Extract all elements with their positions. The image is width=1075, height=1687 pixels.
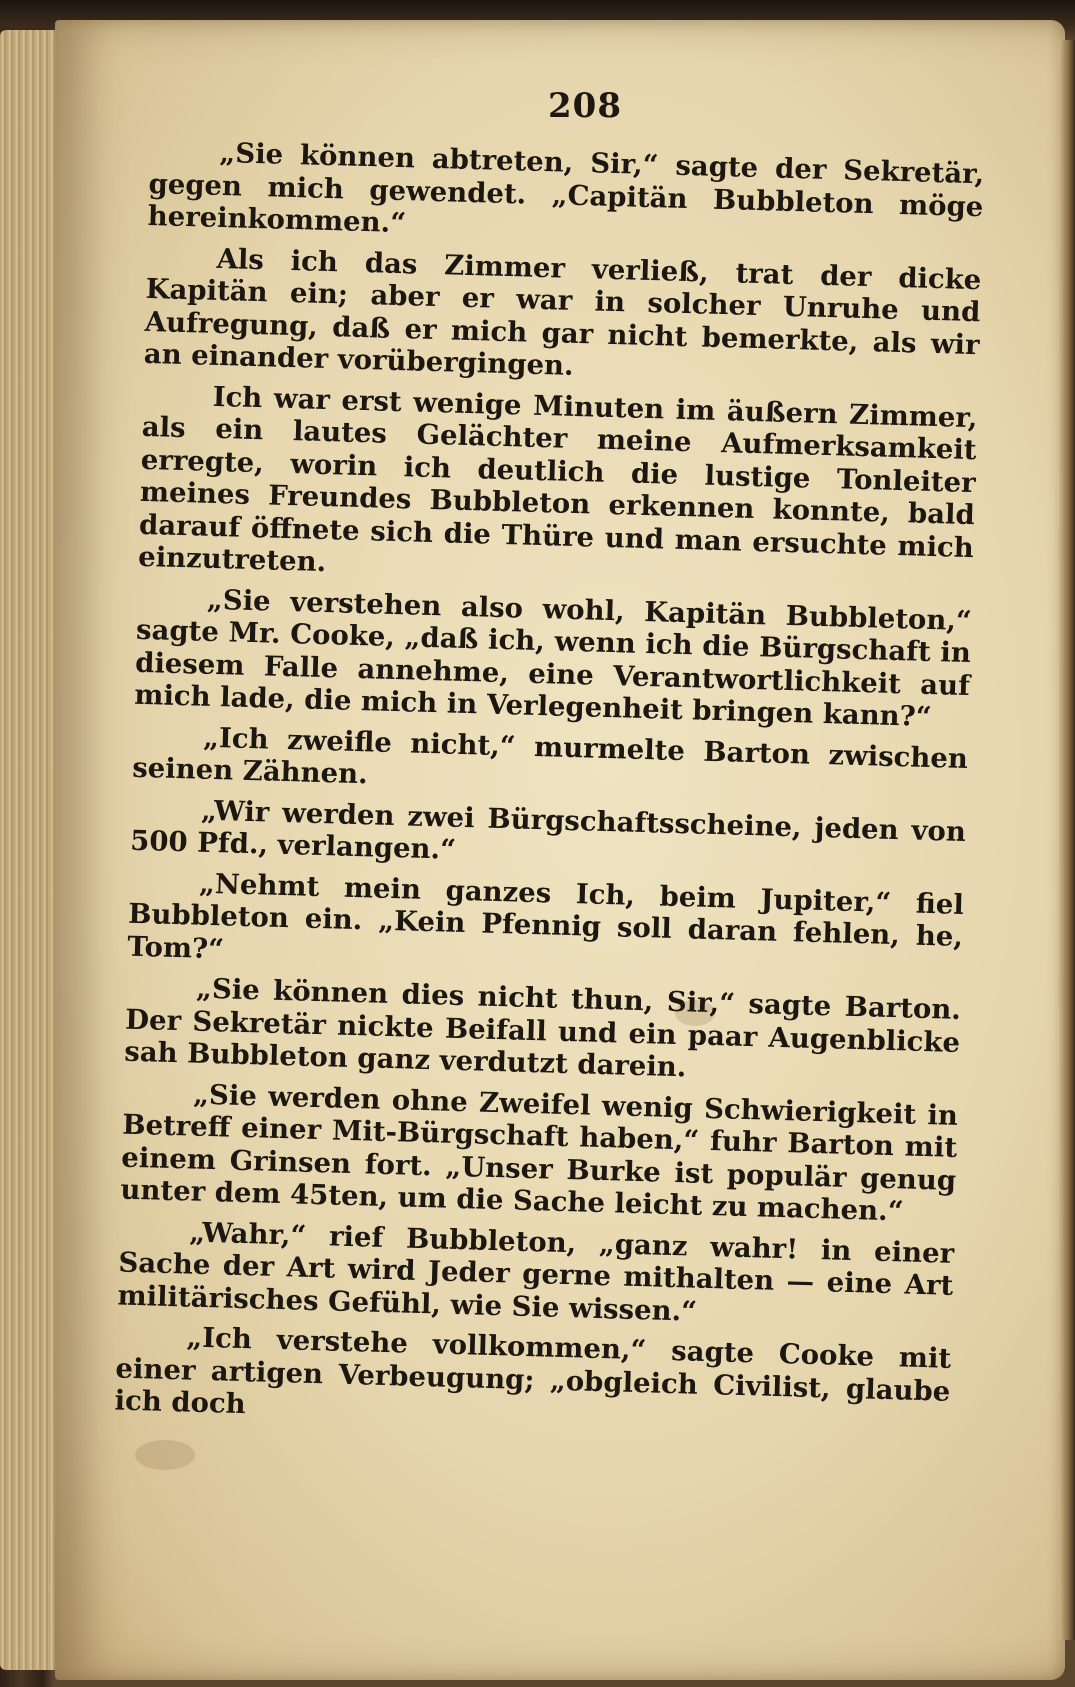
paragraph: „Sie werden ohne Zweifel wenig Schwierigkeit in Betreff einer Mit-Bürgschaft haben,“ fuhr Barton mit einem Grinsen fort. „Unser Burke ist populär genug unter dem 45ten, um die Sache leicht zu machen.“ — [120, 1078, 959, 1228]
paragraph: „Nehmt mein ganzes Ich, beim Jupiter,“ fiel Bubbleton ein. „Kein Pfennig soll daran fehlen, he, Tom?“ — [126, 867, 965, 965]
page-right-edge — [1059, 40, 1075, 1640]
paragraph: „Sie verstehen also wohl, Kapitän Bubbleton,“ sagte Mr. Cooke, „daß ich, wenn ich die Bürgschaft in diesem Falle annehme, eine Verantwortlichkeit auf mich lade, die mich in Verlegenheit bringen kann?“ — [133, 583, 973, 734]
page-number: 208 — [548, 86, 622, 126]
paragraph: „Ich verstehe vollkommen,“ sagte Cooke mit einer artigen Verbeugung; „obgleich Civilist, glaube ich doch — [114, 1321, 952, 1421]
paragraph: „Ich zweifle nicht,“ murmelte Barton zwischen seinen Zähnen. — [131, 721, 969, 791]
paragraph: Als ich das Zimmer verließ, trat der dicke Kapitän ein; aber er war in solcher Unruhe und Aufregung, daß er mich gar nicht bemerkte, als wir an einander vorübergingen. — [143, 242, 982, 382]
paragraph: „Sie können dies nicht thun, Sir,“ sagte Barton. Der Sekretär nickte Beifall und ein paar Augenblicke sah Bubbleton ganz verdutzt darein. — [123, 972, 962, 1084]
paragraph: Ich war erst wenige Minuten im äußern Zimmer, als ein lautes Gelächter meine Aufmerksamkeit erregte, worin ich deutlich die lustige Tonleiter meines Freundes Bubbleton erkennen konnte, bald darauf öffnete sich die Thüre und man ersuchte mich einzutreten. — [137, 380, 978, 579]
paragraph: „Wir werden zwei Bürgschaftsscheine, jeden von 500 Pfd., verlangen.“ — [129, 794, 967, 866]
body-text — [114, 135, 985, 1448]
paragraph: „Sie können abtreten, Sir,“ sagte der Sekretär, gegen mich gewendet. „Capitän Bubbleton möge hereinkommen.“ — [147, 136, 985, 240]
stain — [135, 1440, 195, 1470]
paragraph: „Wahr,“ rief Bubbleton, „ganz wahr! in einer Sache der Art wird Jeder gerne mithalten — eine Art militärisches Gefühl, wie Sie wissen.“ — [117, 1216, 955, 1328]
